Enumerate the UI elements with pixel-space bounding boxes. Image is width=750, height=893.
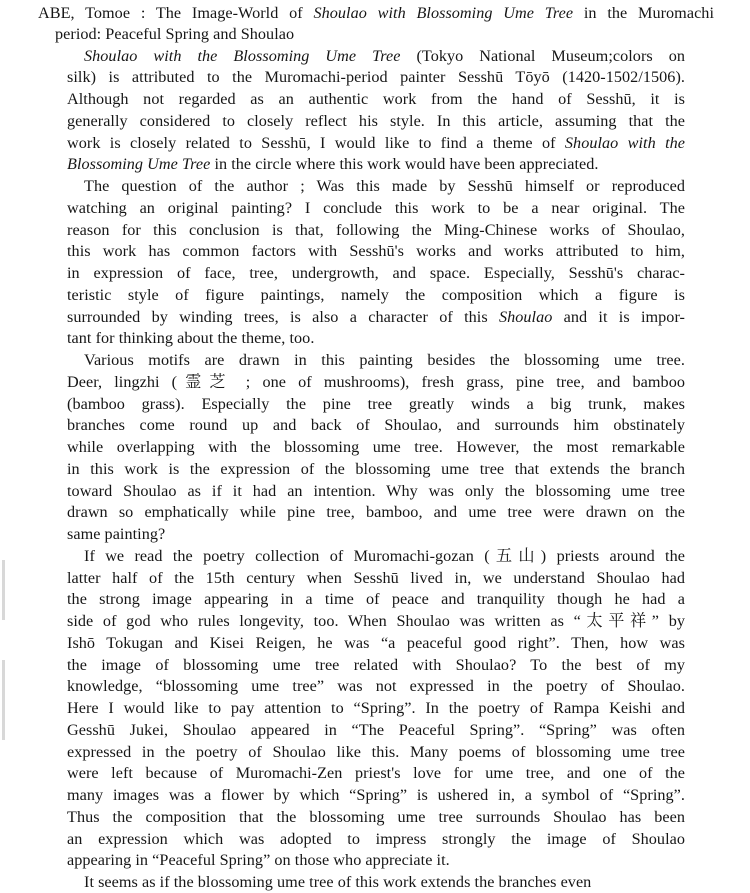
body-text-line: generally considered to closely reflect his style. In this article, assuming that the: [67, 111, 685, 130]
body-text-line: Ishō Tokugan and Kisei Reigen, he was “a peaceful good right”. Then, how was: [67, 633, 685, 652]
body-text-line: knowledge, “blossoming ume tree” was not expressed in the poetry of Shoulao.: [67, 677, 685, 696]
body-text-line: many images was a flower by which “Spring” is ushered in, a symbol of “Spring”.: [67, 786, 685, 804]
body-text-line: in expression of face, tree, undergrowth, and space. Especially, Sesshū's charac-: [67, 264, 685, 282]
body-text-line: Shoulao with the Blossoming Ume Tree (Tokyo National Museum;colors on: [84, 46, 686, 65]
body-text-line: Gesshū Jukei, Shoulao appeared in “The Peaceful Spring”. “Spring” was often: [67, 720, 685, 739]
body-text-line: the image of blossoming ume tree related with Shoulao? To the best of my: [67, 655, 685, 674]
body-text-line: work is closely related to Sesshū, I would like to find a theme of Shoulao with the: [67, 133, 685, 152]
body-text-line: teristic style of figure paintings, namely the composition which a figure is: [67, 285, 685, 304]
body-text-line: branches come round up and back of Shoulao, and surrounds him obstinately: [67, 416, 685, 435]
body-text-line: drawn so emphatically while pine tree, bamboo, and ume tree were drawn on the: [67, 503, 685, 522]
body-text-line: this work has common factors with Sesshū's works and works attributed to him,: [67, 242, 685, 261]
body-text-line: Blossoming Ume Tree in the circle where this work would have been appreciated.: [67, 155, 599, 174]
body-text-line: latter half of the 15th century when Sesshū lived in, we understand Shoulao had: [67, 568, 685, 587]
body-text-line: Although not regarded as an authentic work from the hand of Sesshū, it is: [67, 90, 685, 108]
body-text-line: appearing in “Peaceful Spring” on those who appreciate it.: [67, 851, 450, 870]
body-text-line: watching an original painting? I conclude this work to be a near original. The: [67, 198, 685, 217]
body-text-line: an expression which was adopted to impress strongly the image of Shoulao: [67, 829, 685, 848]
body-text-line: toward Shoulao as if it had an intention. Why was only the blossoming ume tree: [67, 481, 685, 500]
scan-margin-mark: [2, 560, 5, 620]
body-text-line: were left because of Muromachi-Zen priest's love for ume tree, and one of the: [67, 764, 685, 783]
body-text-line: side of god who rules longevity, too. When Shoulao was written as “太平祥” by: [67, 612, 685, 630]
body-text-line: Here I would like to pay attention to “Spring”. In the poetry of Rampa Keishi and: [67, 699, 685, 717]
body-text-line: surrounded by winding trees, is also a character of this Shoulao and it is impor-: [67, 307, 685, 326]
body-text-line: It seems as if the blossoming ume tree of this work extends the branches even: [84, 873, 592, 891]
body-text-line: If we read the poetry collection of Muromachi-gozan (五山) priests around the: [84, 546, 685, 565]
article-heading-line-1: ABE, Tomoe : The Image-World of Shoulao with Blossoming Ume Tree in the Muromachi: [38, 4, 714, 22]
body-text-line: while overlapping with the blossoming ume tree. However, the most remarkable: [67, 438, 685, 456]
body-text-line: Various motifs are drawn in this painting besides the blossoming ume tree.: [84, 351, 685, 369]
body-text-line: (bamboo grass). Especially the pine tree greatly winds a big trunk, makes: [67, 394, 685, 413]
body-text-line: the strong image appearing in a time of peace and tranquility though he had a: [67, 590, 685, 609]
body-text-line: The question of the author ; Was this made by Sesshū himself or reproduced: [84, 177, 685, 195]
body-text-line: same painting?: [67, 525, 166, 543]
body-text-line: reason for this conclusion is that, following the Ming-Chinese works of Shoulao,: [67, 220, 685, 239]
body-text-line: silk) is attributed to the Muromachi-period painter Sesshū Tōyō (1420-1502/1506).: [67, 68, 685, 87]
body-text-line: Deer, lingzhi (霊芝 ; one of mushrooms), fresh grass, pine tree, and bamboo: [67, 372, 685, 391]
scan-margin-mark: [2, 660, 5, 740]
body-text-line: in this work is the expression of the blossoming ume tree that extends the branch: [67, 459, 685, 478]
body-text-line: expressed in the poetry of Shoulao like this. Many poems of blossoming ume tree: [67, 742, 685, 761]
body-text-line: tant for thinking about the theme, too.: [67, 329, 315, 348]
article-heading-line-2: period: Peaceful Spring and Shoulao: [55, 25, 295, 43]
body-text-line: Thus the composition that the blossoming ume tree surrounds Shoulao has been: [67, 807, 685, 826]
